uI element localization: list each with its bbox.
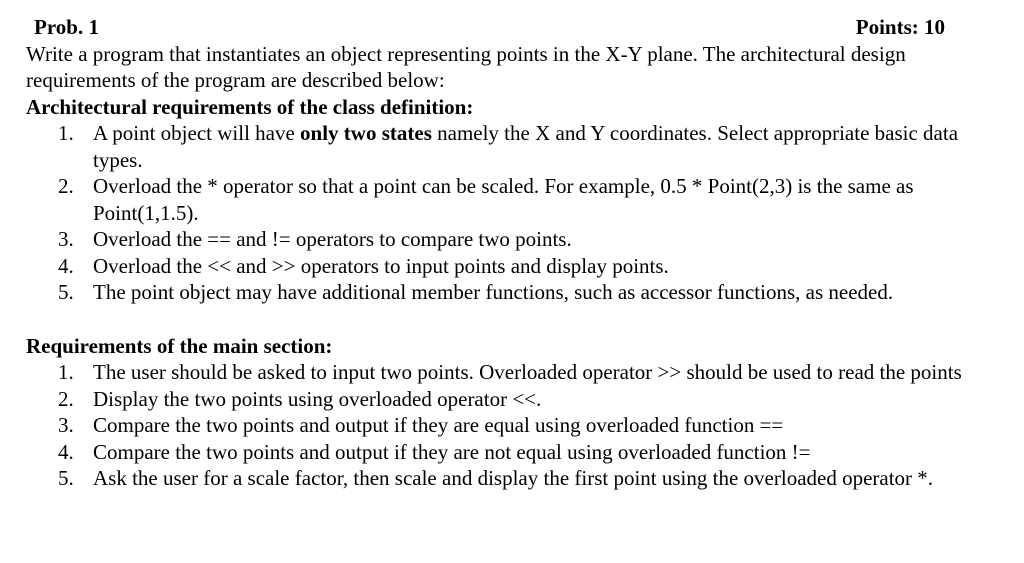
item-number: 5. <box>58 280 74 304</box>
item-number: 4. <box>58 439 74 464</box>
item-number: 5. <box>58 466 74 490</box>
list-item <box>26 465 1002 492</box>
item-text-end: namely the X and Y coordinates. Select appropriate basic data types. <box>93 121 959 172</box>
item-text: Overload the * operator so that a point can be scaled. For example, 0.5 * Point(2,3) is the same as Point(1,1.5). <box>93 174 914 225</box>
points-label: Points: 10 <box>855 15 945 39</box>
item-text: Ask the user for a scale factor, then scale and display the first point using the overloaded operator *. <box>93 466 934 490</box>
item-text: The point object may have additional member functions, such as accessor functions, as needed. <box>93 280 894 304</box>
item-text: Overload the << and >> operators to input points and display points. <box>93 253 669 278</box>
item-number: 1. <box>58 121 74 145</box>
list-item <box>26 173 1002 226</box>
item-number: 3. <box>58 413 74 437</box>
item-number: 1. <box>58 360 74 384</box>
item-number: 4. <box>58 253 74 278</box>
problem-intro: Write a program that instantiates an object representing points in the X-Y plane. The architectural design requirements of the program are described below: <box>26 41 906 92</box>
item-text-emphasis: only two states <box>300 121 432 145</box>
list-item <box>26 279 1002 306</box>
architectural-requirements-heading: Architectural requirements of the class definition: <box>26 94 474 119</box>
item-text: Overload the == and != operators to compare two points. <box>93 227 572 251</box>
item-text: The user should be asked to input two points. Overloaded operator >> should be used to read the points <box>93 360 962 384</box>
architectural-requirements-list <box>26 120 1002 306</box>
list-item <box>26 386 1002 413</box>
main-section-requirements-list <box>26 359 1002 492</box>
list-item <box>26 359 1002 386</box>
list-item <box>26 439 1002 466</box>
problem-label: Prob. 1 <box>34 15 99 39</box>
list-item <box>26 226 1002 253</box>
item-number: 2. <box>58 174 74 198</box>
item-text <box>93 120 1002 173</box>
list-item <box>26 120 1002 173</box>
list-item <box>26 412 1002 439</box>
main-section-heading: Requirements of the main section: <box>26 333 333 358</box>
item-text: Display the two points using overloaded operator <<. <box>93 386 542 411</box>
item-number: 2. <box>58 386 74 411</box>
item-text: Compare the two points and output if they are not equal using overloaded function != <box>93 439 811 464</box>
list-item <box>26 253 1002 280</box>
problem-header <box>26 14 1002 41</box>
item-number: 3. <box>58 227 74 251</box>
item-text-start: A point object will have <box>93 121 301 145</box>
item-text: Compare the two points and output if they are equal using overloaded function == <box>93 413 784 437</box>
